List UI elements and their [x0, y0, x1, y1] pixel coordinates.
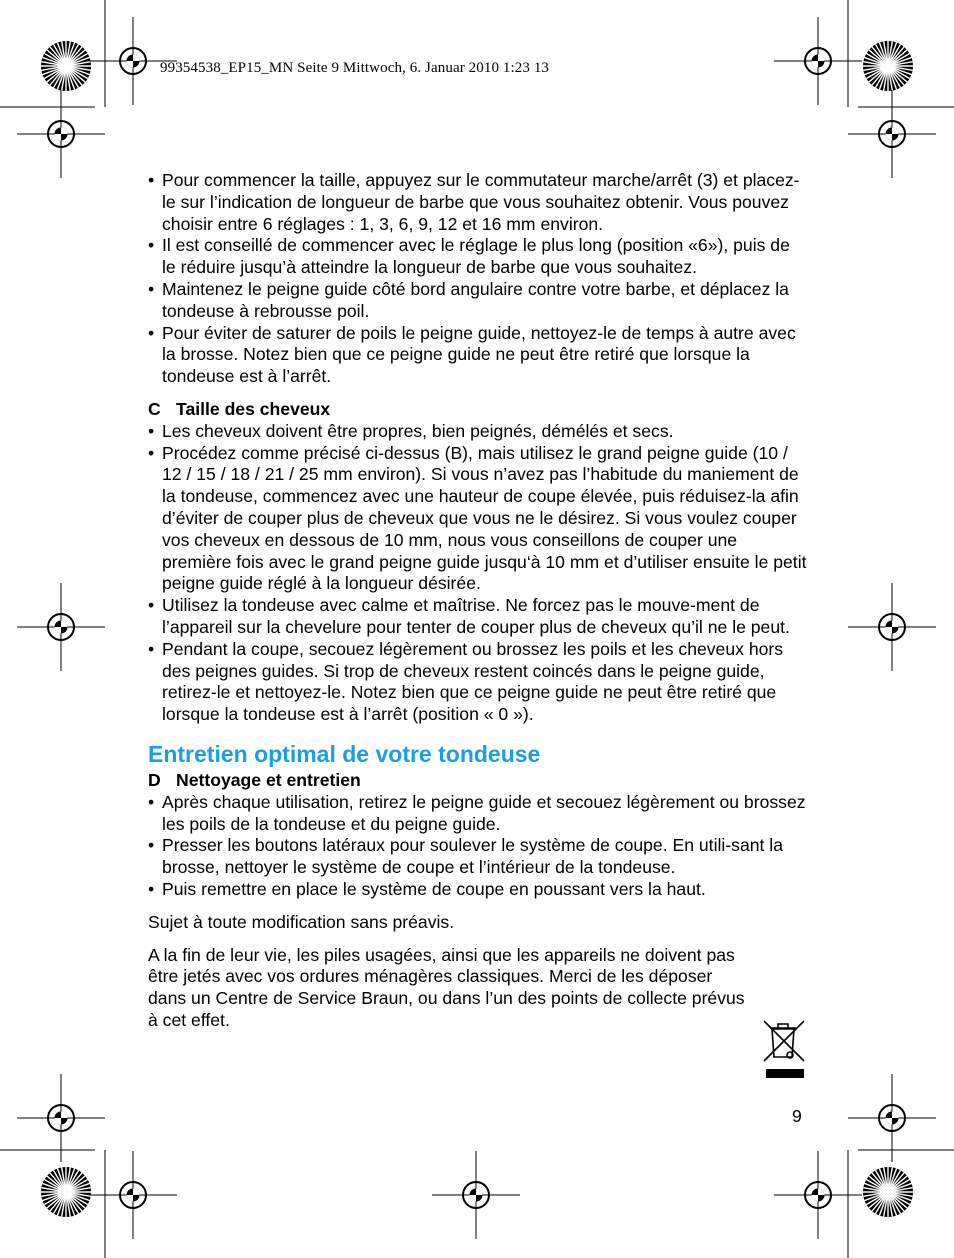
page-number: 9 — [792, 1106, 802, 1126]
page-body — [148, 170, 808, 1032]
registration-mark-icon — [848, 90, 936, 178]
notice-text: Sujet à toute modification sans préavis. — [148, 911, 455, 932]
section-title: Taille des cheveux — [176, 398, 331, 419]
section-c-list — [148, 421, 808, 726]
list-item: • Pour commencer la taille, appuyez sur le commutateur marche/arrêt (3) et placez-le sur l’indication de longueur de barbe que vous souhaitez obtenir. Vous pouvez choisir entre 6 réglages : 1, 3, 6, 9, 12 et 16 mm environ. — [148, 170, 808, 235]
section-c-heading — [148, 399, 808, 421]
list-item: • Il est conseillé de commencer avec le réglage le plus long (position «6»), puis de le réduire jusqu’à atteindre la longueur de barbe que vous souhaitez. — [148, 235, 808, 279]
registration-mark-icon — [17, 90, 105, 178]
star-target-icon — [41, 41, 91, 91]
page-heading: Entretien optimal de votre tondeuse — [148, 740, 541, 767]
print-slug-line: 99354538_EP15_MN Seite 9 Mittwoch, 6. Januar 2010 1:23 13 — [160, 60, 550, 76]
list-item: • Pour éviter de saturer de poils le peigne guide, nettoyez-le de temps à autre avec la brosse. Notez bien que ce peigne guide ne peut être retiré que lorsque la tondeuse est à l’arrêt. — [148, 323, 808, 388]
registration-mark-icon — [848, 1074, 936, 1162]
section-letter: D — [148, 769, 161, 790]
list-item: • Pendant la coupe, secouez légèrement ou brossez les poils et les cheveux hors des peignes guides. Si trop de cheveux restent coincés dans le peigne guide, retirez-le et nettoyez-le. Notez bien que ce peigne guide ne peut être retiré que lorsque la tondeuse est à l’arrêt (position « 0 »). — [148, 639, 808, 726]
list-item: • Après chaque utilisation, retirez le peigne guide et secouez légèrement ou brossez les poils de la tondeuse et du peigne guide. — [148, 792, 808, 836]
registration-mark-icon — [17, 1074, 105, 1162]
disposal-text: A la fin de leur vie, les piles usagées, ainsi que les appareils ne doivent pas être jetés avec vos ordures ménagères classiques. Merci de les déposer dans un Centre de Service Braun, ou dans l’un des points de collecte prévus à cet effet. — [148, 944, 745, 1030]
section-d-heading — [148, 770, 808, 792]
list-item: • Presser les boutons latéraux pour soulever le système de coupe. En utili-sant la brosse, nettoyer le système de coupe et l’intérieur de la tondeuse. — [148, 835, 808, 879]
section-letter: C — [148, 398, 161, 419]
section-d-list — [148, 792, 808, 901]
star-target-icon — [41, 1167, 91, 1217]
section-b-list — [148, 170, 808, 388]
registration-mark-icon — [89, 1151, 177, 1239]
registration-mark-icon — [848, 583, 936, 671]
list-item: • Procédez comme précisé ci-dessus (B), mais utilisez le grand peigne guide (10 / 12 / 15 / 18 / 21 / 25 mm environ). Si vous n’avez pas l’habitude du maniement de la tondeuse, commencez avec une hauteur de coupe élevée, puis réduisez-la afin d’éviter de couper plus de cheveux que vous ne le désirez. Si vous voulez couper vos cheveux en dessous de 10 mm, nous vous conseillons de couper une première fois avec le grand peigne guide jusqu‘à 10 mm et d’utiliser ensuite le petit peigne guide réglé à la longueur désirée. — [148, 443, 808, 596]
list-item: • Les cheveux doivent être propres, bien peignés, démélés et secs. — [148, 421, 808, 443]
registration-mark-icon — [432, 1151, 520, 1239]
registration-mark-icon — [17, 583, 105, 671]
star-target-icon — [863, 1167, 913, 1217]
section-title: Nettoyage et entretien — [176, 769, 361, 790]
star-target-icon — [863, 41, 913, 91]
list-item: • Maintenez le peigne guide côté bord angulaire contre votre barbe, et déplacez la tondeuse à rebrousse poil. — [148, 279, 808, 323]
registration-mark-icon — [774, 17, 862, 105]
list-item: • Puis remettre en place le système de coupe en poussant vers la haut. — [148, 879, 808, 901]
list-item: • Utilisez la tondeuse avec calme et maîtrise. Ne forcez pas le mouve-ment de l’appareil sur la chevelure pour tenter de couper plus de cheveux qu’il ne le peut. — [148, 595, 808, 639]
crossed-out-wheelie-bin-icon — [760, 1015, 808, 1081]
registration-mark-icon — [774, 1151, 862, 1239]
